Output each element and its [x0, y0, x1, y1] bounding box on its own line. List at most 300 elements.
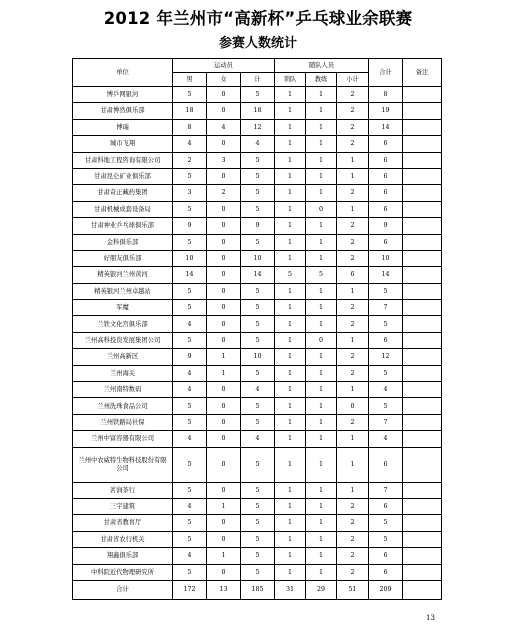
cell-remarks	[403, 382, 442, 398]
cell-female: 0	[207, 87, 241, 103]
cell-female: 2	[207, 185, 241, 201]
cell-coach: 1	[306, 531, 337, 547]
cell-remarks	[403, 498, 442, 514]
total-row	[73, 580, 442, 599]
cell-coach: 1	[306, 136, 337, 152]
cell-remarks	[403, 365, 442, 381]
cell-athlete-total: 5	[241, 168, 275, 184]
cell-leader: 1	[275, 398, 306, 414]
cell-coach: 5	[306, 267, 337, 283]
cell-subtotal: 1	[337, 168, 369, 184]
header-unit: 单位	[73, 59, 173, 87]
cell-male: 5	[173, 87, 207, 103]
cell-subtotal: 1	[337, 382, 369, 398]
cell-total: 4	[369, 382, 403, 398]
cell-leader: 1	[275, 168, 306, 184]
cell-unit: 金科俱乐部	[73, 234, 173, 250]
cell-female: 0	[207, 482, 241, 498]
cell-subtotal: 1	[337, 332, 369, 348]
cell-coach: 1	[306, 548, 337, 564]
cell-remarks	[403, 185, 442, 201]
cell-athlete-total: 5	[241, 564, 275, 580]
cell-coach: 0	[306, 201, 337, 217]
cell-unit: 兰州中农威特生物科技股份有限公司	[73, 447, 173, 482]
cell-subtotal: 2	[337, 87, 369, 103]
cell-total: 8	[369, 87, 403, 103]
cell-unit: 精英银河兰州黄河	[73, 267, 173, 283]
cell-unit: 博瑞	[73, 119, 173, 135]
table-row	[73, 332, 442, 348]
cell-athlete-total: 10	[241, 250, 275, 266]
cell-remarks	[403, 482, 442, 498]
cell-leader: 1	[275, 316, 306, 332]
cell-remarks	[403, 414, 442, 430]
cell-female: 0	[207, 168, 241, 184]
cell-athlete-total: 5	[241, 482, 275, 498]
cell-total: 6	[369, 152, 403, 168]
cell-coach: 1	[306, 482, 337, 498]
cell-leader: 1	[275, 300, 306, 316]
cell-male: 5	[173, 201, 207, 217]
cell-athlete-total: 5	[241, 300, 275, 316]
cell-male: 9	[173, 349, 207, 365]
cell-coach: 1	[306, 498, 337, 514]
cell-remarks	[403, 316, 442, 332]
cell-female: 0	[207, 250, 241, 266]
cell-athlete-total: 5	[241, 316, 275, 332]
cell-total: 10	[369, 250, 403, 266]
cell-remarks	[403, 218, 442, 234]
cell-coach: 1	[306, 300, 337, 316]
cell-leader: 5	[275, 267, 306, 283]
cell-female: 0	[207, 332, 241, 348]
cell-coach: 1	[306, 398, 337, 414]
cell-male: 9	[173, 218, 207, 234]
cell-remarks	[403, 548, 442, 564]
document-subtitle: 参赛人数统计	[218, 36, 297, 51]
cell-female: 0	[207, 564, 241, 580]
cell-leader: 1	[275, 431, 306, 447]
cell-remarks	[403, 103, 442, 119]
cell-female: 0	[207, 316, 241, 332]
cell-subtotal: 2	[337, 498, 369, 514]
cell-subtotal: 2	[337, 365, 369, 381]
cell-total: 7	[369, 482, 403, 498]
cell-athlete-total: 5	[241, 498, 275, 514]
cell-leader: 1	[275, 201, 306, 217]
cell-coach: 1	[306, 382, 337, 398]
cell-coach: 1	[306, 250, 337, 266]
cell-unit: 兰州中富容器有限公司	[73, 431, 173, 447]
cell-unit: 博乒网银河	[73, 87, 173, 103]
cell-remarks	[403, 531, 442, 547]
cell-unit: 茗润茶行	[73, 482, 173, 498]
cell-remarks	[403, 234, 442, 250]
cell-coach: 1	[306, 447, 337, 482]
cell-remarks	[403, 267, 442, 283]
table-row	[73, 447, 442, 482]
cell-unit: 甘肃奇正藏药集团	[73, 185, 173, 201]
cell-remarks	[403, 300, 442, 316]
cell-athlete-total: 5	[241, 548, 275, 564]
cell-female: 0	[207, 531, 241, 547]
cell-remarks	[403, 201, 442, 217]
cell-female: 0	[207, 431, 241, 447]
cell-female: 0	[207, 103, 241, 119]
cell-female: 0	[207, 447, 241, 482]
table-row	[73, 250, 442, 266]
cell-remarks	[403, 515, 442, 531]
cell-coach: 1	[306, 515, 337, 531]
table-row	[73, 515, 442, 531]
cell-unit: 甘肃省农行机关	[73, 531, 173, 547]
table-row	[73, 414, 442, 430]
cell-subtotal: 2	[337, 316, 369, 332]
cell-athlete-total: 5	[241, 185, 275, 201]
cell-coach: 0	[306, 332, 337, 348]
cell-athlete-total: 5	[241, 447, 275, 482]
cell-leader: 1	[275, 548, 306, 564]
cell-subtotal: 1	[337, 447, 369, 482]
cell-female: 0	[207, 234, 241, 250]
table-row	[73, 431, 442, 447]
cell-total: 12	[369, 349, 403, 365]
cell-subtotal: 2	[337, 548, 369, 564]
header-total: 合计	[369, 59, 403, 87]
total-total: 209	[369, 580, 403, 599]
cell-subtotal: 1	[337, 482, 369, 498]
cell-leader: 1	[275, 283, 306, 299]
cell-total: 5	[369, 531, 403, 547]
cell-male: 3	[173, 185, 207, 201]
cell-female: 0	[207, 267, 241, 283]
table-row	[73, 548, 442, 564]
cell-male: 5	[173, 447, 207, 482]
cell-subtotal: 1	[337, 283, 369, 299]
table-row	[73, 349, 442, 365]
cell-remarks	[403, 250, 442, 266]
cell-total: 9	[369, 218, 403, 234]
cell-male: 5	[173, 515, 207, 531]
cell-total: 5	[369, 283, 403, 299]
cell-remarks	[403, 87, 442, 103]
cell-athlete-total: 5	[241, 201, 275, 217]
cell-leader: 1	[275, 515, 306, 531]
cell-leader: 1	[275, 447, 306, 482]
cell-total: 5	[369, 515, 403, 531]
cell-unit: 甘肃昆仑矿业俱乐部	[73, 168, 173, 184]
cell-coach: 1	[306, 365, 337, 381]
table-row	[73, 365, 442, 381]
cell-male: 4	[173, 316, 207, 332]
cell-unit: 甘肃科地工程咨询有限公司	[73, 152, 173, 168]
cell-total: 6	[369, 168, 403, 184]
document-title: 2012 年兰州市“高新杯”乒乓球业余联赛	[103, 9, 413, 28]
cell-total: 6	[369, 447, 403, 482]
cell-coach: 1	[306, 234, 337, 250]
cell-coach: 1	[306, 564, 337, 580]
cell-male: 4	[173, 548, 207, 564]
cell-coach: 1	[306, 218, 337, 234]
cell-male: 4	[173, 382, 207, 398]
cell-female: 0	[207, 515, 241, 531]
table-row	[73, 201, 442, 217]
table-row	[73, 152, 442, 168]
cell-male: 4	[173, 136, 207, 152]
cell-subtotal: 2	[337, 185, 369, 201]
cell-female: 0	[207, 201, 241, 217]
cell-athlete-total: 5	[241, 152, 275, 168]
cell-total: 19	[369, 103, 403, 119]
cell-leader: 1	[275, 382, 306, 398]
cell-leader: 1	[275, 564, 306, 580]
table-body	[73, 87, 442, 581]
cell-coach: 1	[306, 119, 337, 135]
cell-leader: 1	[275, 152, 306, 168]
table-row	[73, 300, 442, 316]
table-row	[73, 218, 442, 234]
cell-male: 18	[173, 103, 207, 119]
cell-athlete-total: 12	[241, 119, 275, 135]
participants-table	[72, 58, 442, 600]
cell-total: 14	[369, 267, 403, 283]
cell-subtotal: 2	[337, 349, 369, 365]
cell-female: 1	[207, 548, 241, 564]
cell-subtotal: 2	[337, 300, 369, 316]
cell-unit: 中科院近代物理研究所	[73, 564, 173, 580]
cell-total: 7	[369, 300, 403, 316]
cell-male: 4	[173, 431, 207, 447]
cell-subtotal: 2	[337, 234, 369, 250]
cell-unit: 兰州洗珠食品公司	[73, 398, 173, 414]
table-row	[73, 482, 442, 498]
cell-total: 6	[369, 201, 403, 217]
cell-female: 0	[207, 136, 241, 152]
cell-unit: 翔鑫俱乐部	[73, 548, 173, 564]
cell-male: 5	[173, 414, 207, 430]
cell-subtotal: 0	[337, 398, 369, 414]
cell-subtotal: 2	[337, 103, 369, 119]
header-male: 男	[173, 73, 207, 87]
cell-remarks	[403, 136, 442, 152]
cell-leader: 1	[275, 414, 306, 430]
table-row	[73, 168, 442, 184]
cell-unit: 兰州南特数码	[73, 382, 173, 398]
cell-remarks	[403, 332, 442, 348]
cell-subtotal: 2	[337, 515, 369, 531]
cell-subtotal: 1	[337, 152, 369, 168]
cell-remarks	[403, 564, 442, 580]
cell-subtotal: 1	[337, 431, 369, 447]
table-row	[73, 531, 442, 547]
cell-leader: 1	[275, 185, 306, 201]
table-row	[73, 398, 442, 414]
cell-remarks	[403, 398, 442, 414]
cell-total: 6	[369, 234, 403, 250]
cell-total: 5	[369, 365, 403, 381]
cell-male: 5	[173, 398, 207, 414]
cell-athlete-total: 5	[241, 414, 275, 430]
cell-total: 6	[369, 136, 403, 152]
table-row	[73, 119, 442, 135]
table-row	[73, 382, 442, 398]
cell-leader: 1	[275, 349, 306, 365]
cell-subtotal: 2	[337, 564, 369, 580]
table-row	[73, 185, 442, 201]
cell-leader: 1	[275, 365, 306, 381]
cell-subtotal: 2	[337, 531, 369, 547]
cell-male: 5	[173, 300, 207, 316]
cell-coach: 1	[306, 349, 337, 365]
cell-subtotal: 2	[337, 119, 369, 135]
cell-male: 5	[173, 234, 207, 250]
cell-total: 5	[369, 316, 403, 332]
cell-unit: 精英银河兰州卓越站	[73, 283, 173, 299]
cell-remarks	[403, 119, 442, 135]
total-leader: 31	[275, 580, 306, 599]
cell-leader: 1	[275, 332, 306, 348]
header-row-top	[73, 59, 442, 73]
cell-coach: 1	[306, 103, 337, 119]
cell-remarks	[403, 168, 442, 184]
cell-coach: 1	[306, 414, 337, 430]
cell-male: 5	[173, 531, 207, 547]
cell-total: 4	[369, 431, 403, 447]
cell-female: 0	[207, 218, 241, 234]
cell-subtotal: 1	[337, 201, 369, 217]
cell-unit: 兰州铁路局社保	[73, 414, 173, 430]
table-row	[73, 283, 442, 299]
cell-total: 7	[369, 414, 403, 430]
cell-athlete-total: 14	[241, 267, 275, 283]
header-female: 女	[207, 73, 241, 87]
header-remarks: 备注	[403, 59, 442, 87]
cell-female: 1	[207, 349, 241, 365]
cell-remarks	[403, 447, 442, 482]
cell-total: 6	[369, 564, 403, 580]
cell-leader: 1	[275, 103, 306, 119]
cell-unit: 甘肃神业乒乓球俱乐部	[73, 218, 173, 234]
header-leader: 领队	[275, 73, 306, 87]
cell-subtotal: 2	[337, 136, 369, 152]
table-row	[73, 103, 442, 119]
cell-total: 6	[369, 498, 403, 514]
cell-leader: 1	[275, 531, 306, 547]
table-row	[73, 267, 442, 283]
total-subtotal: 51	[337, 580, 369, 599]
cell-coach: 1	[306, 152, 337, 168]
cell-coach: 1	[306, 283, 337, 299]
total-male: 172	[173, 580, 207, 599]
cell-total: 6	[369, 548, 403, 564]
total-athletes: 185	[241, 580, 275, 599]
cell-female: 0	[207, 300, 241, 316]
cell-female: 0	[207, 414, 241, 430]
header-athletes: 运动员	[173, 59, 275, 73]
cell-leader: 1	[275, 250, 306, 266]
cell-leader: 1	[275, 136, 306, 152]
cell-coach: 1	[306, 87, 337, 103]
cell-leader: 1	[275, 87, 306, 103]
cell-athlete-total: 4	[241, 136, 275, 152]
cell-male: 2	[173, 152, 207, 168]
cell-female: 1	[207, 365, 241, 381]
cell-athlete-total: 4	[241, 431, 275, 447]
table-row	[73, 564, 442, 580]
cell-unit: 兰州高新区	[73, 349, 173, 365]
cell-male: 5	[173, 332, 207, 348]
cell-subtotal: 6	[337, 267, 369, 283]
cell-male: 5	[173, 168, 207, 184]
cell-remarks	[403, 283, 442, 299]
cell-female: 0	[207, 283, 241, 299]
cell-athlete-total: 4	[241, 382, 275, 398]
cell-subtotal: 2	[337, 218, 369, 234]
cell-athlete-total: 5	[241, 515, 275, 531]
cell-coach: 1	[306, 168, 337, 184]
total-coach: 29	[306, 580, 337, 599]
cell-unit: 城市飞翔	[73, 136, 173, 152]
header-athlete-total: 计	[241, 73, 275, 87]
cell-athlete-total: 18	[241, 103, 275, 119]
header-subtotal: 小计	[337, 73, 369, 87]
cell-total: 6	[369, 185, 403, 201]
total-remarks	[403, 580, 442, 599]
cell-athlete-total: 5	[241, 283, 275, 299]
table-row	[73, 87, 442, 103]
cell-male: 5	[173, 482, 207, 498]
cell-unit: 兰州海关	[73, 365, 173, 381]
cell-athlete-total: 5	[241, 365, 275, 381]
cell-male: 5	[173, 283, 207, 299]
cell-leader: 1	[275, 498, 306, 514]
cell-total: 5	[369, 398, 403, 414]
cell-unit: 好朋友俱乐部	[73, 250, 173, 266]
cell-leader: 1	[275, 218, 306, 234]
cell-unit: 三宇建筑	[73, 498, 173, 514]
cell-athlete-total: 5	[241, 234, 275, 250]
header-staff: 随队人员	[275, 59, 369, 73]
cell-athlete-total: 5	[241, 87, 275, 103]
total-female: 13	[207, 580, 241, 599]
cell-unit: 甘肃博然俱乐部	[73, 103, 173, 119]
cell-unit: 兰铁文化宫俱乐部	[73, 316, 173, 332]
cell-athlete-total: 5	[241, 332, 275, 348]
cell-male: 4	[173, 498, 207, 514]
total-label: 合计	[73, 580, 173, 599]
cell-remarks	[403, 431, 442, 447]
cell-athlete-total: 5	[241, 531, 275, 547]
cell-unit: 兰州高科投资发展集团公司	[73, 332, 173, 348]
cell-coach: 1	[306, 185, 337, 201]
table-row	[73, 234, 442, 250]
cell-male: 14	[173, 267, 207, 283]
cell-female: 0	[207, 398, 241, 414]
cell-subtotal: 2	[337, 414, 369, 430]
cell-subtotal: 2	[337, 250, 369, 266]
table-row	[73, 498, 442, 514]
cell-coach: 1	[306, 431, 337, 447]
cell-athlete-total: 9	[241, 218, 275, 234]
cell-remarks	[403, 349, 442, 365]
cell-total: 6	[369, 332, 403, 348]
table-row	[73, 136, 442, 152]
cell-female: 1	[207, 498, 241, 514]
cell-female: 0	[207, 382, 241, 398]
cell-female: 3	[207, 152, 241, 168]
cell-unit: 甘肃省教育厅	[73, 515, 173, 531]
page-number: 13	[426, 614, 435, 622]
